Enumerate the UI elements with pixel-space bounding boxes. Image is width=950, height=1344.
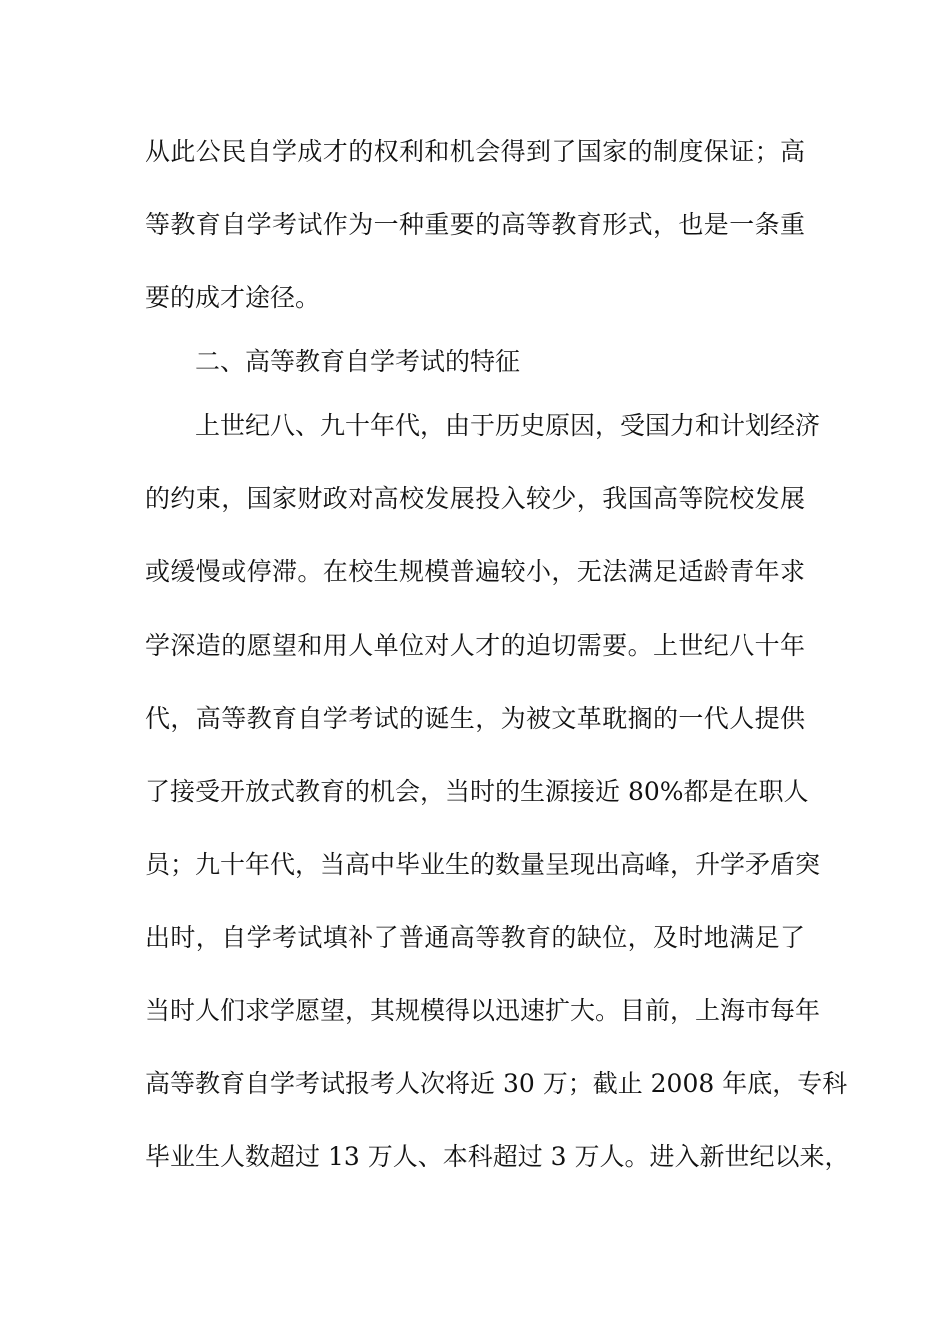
paragraph-line: 或缓慢或停滞。在校生规模普遍较小，无法满足适龄青年求: [145, 557, 805, 586]
paragraph-line: 从此公民自学成才的权利和机会得到了国家的制度保证；高: [145, 137, 805, 166]
paragraph-line: 员；九十年代，当高中毕业生的数量呈现出高峰，升学矛盾突: [145, 850, 821, 879]
paragraph-line: 毕业生人数超过 13 万人、本科超过 3 万人。进入新世纪以来，: [145, 1142, 850, 1171]
paragraph-line: 当时人们求学愿望，其规模得以迅速扩大。目前，上海市每年: [145, 996, 821, 1025]
paragraph-line: 了接受开放式教育的机会，当时的生源接近 80%都是在职人: [145, 777, 809, 806]
section-heading: 二、高等教育自学考试的特征: [195, 347, 521, 376]
paragraph-line: 高等教育自学考试报考人次将近 30 万；截止 2008 年底，专科: [145, 1069, 848, 1098]
paragraph-line: 的约束，国家财政对高校发展投入较少，我国高等院校发展: [145, 484, 805, 513]
paragraph-line: 学深造的愿望和用人单位对人才的迫切需要。上世纪八十年: [145, 631, 805, 660]
paragraph-line: 上世纪八、九十年代，由于历史原因，受国力和计划经济: [195, 411, 821, 440]
paragraph-line: 出时，自学考试填补了普通高等教育的缺位，及时地满足了: [145, 923, 805, 952]
paragraph-line: 等教育自学考试作为一种重要的高等教育形式，也是一条重: [145, 210, 805, 239]
paragraph-line: 要的成才途径。: [145, 283, 321, 312]
paragraph-line: 代，高等教育自学考试的诞生，为被文革耽搁的一代人提供: [145, 704, 805, 733]
